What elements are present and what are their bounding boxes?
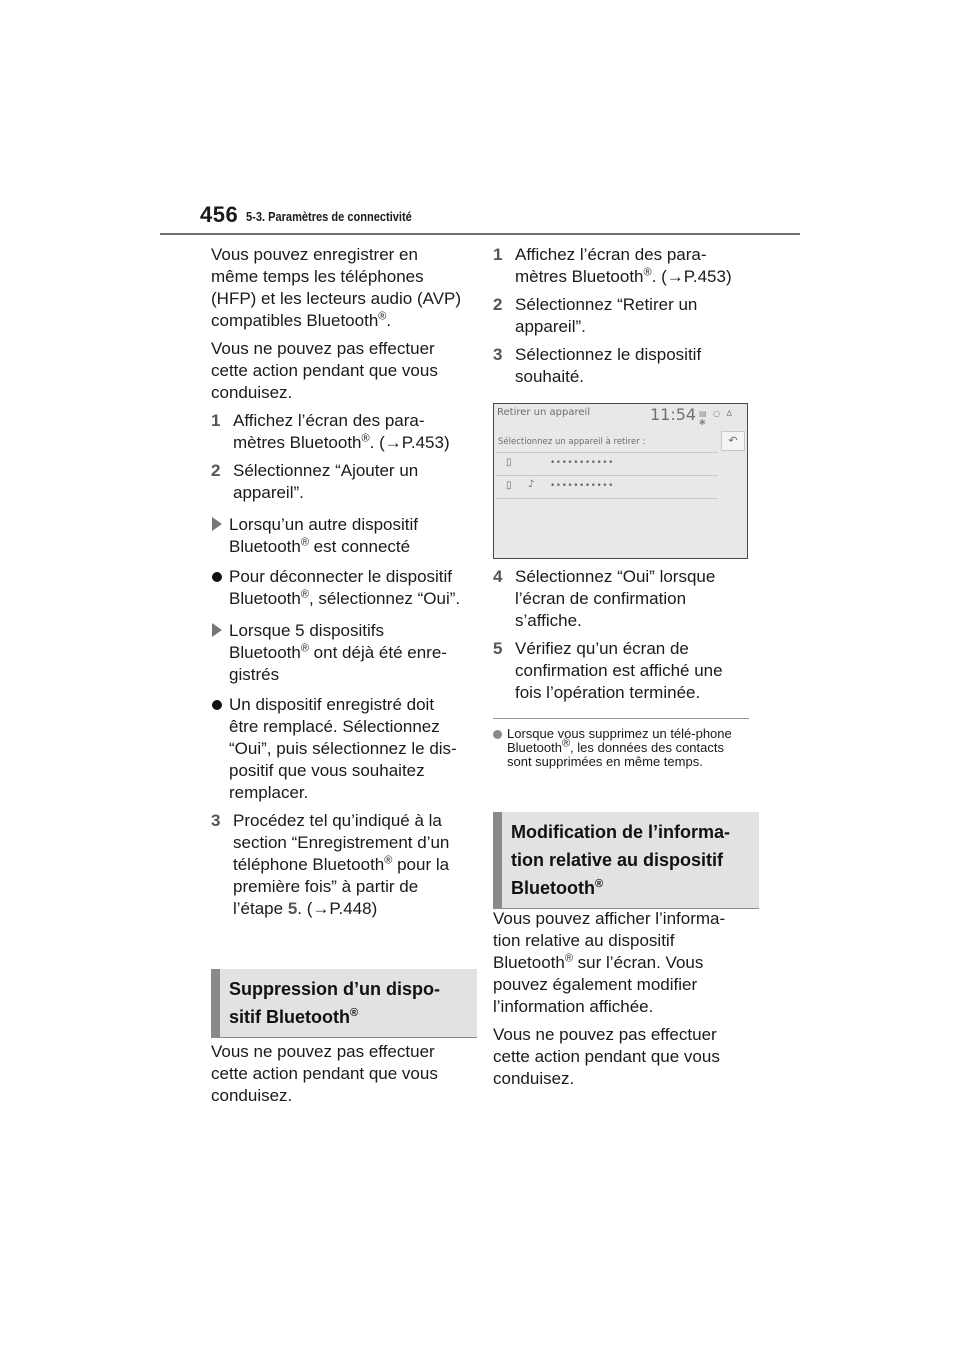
no-drive-note: Vous ne pouvez pas effectuer cette action pendant que vous conduisez. xyxy=(211,339,438,402)
section-title: 5-3. Paramètres de connectivité xyxy=(246,209,412,224)
note-rule xyxy=(493,718,749,719)
heading-delete-device: Suppression d’un dispo-sitif Bluetooth® xyxy=(211,969,477,1038)
music-note-icon: ♪ xyxy=(528,479,535,490)
step-2: 2 Sélectionnez “Retirer un appareil”. xyxy=(493,295,698,336)
note-text: Lorsque vous supprimez un télé-phone Bluetooth®, les données des contacts sont supprimées en même temps. xyxy=(493,727,749,769)
step-5: 5 Vérifiez qu’un écran de confirmation est affiché une fois l’opération terminée. xyxy=(493,639,723,702)
step-1: 1 Affichez l’écran des para-mètres Bluetooth®. (→P.453) xyxy=(211,411,450,452)
device-name: ••••••••••• xyxy=(550,458,614,468)
bullet-replace: Un dispositif enregistré doit être remplacé. Sélectionnez “Oui”, puis sélectionnez le dis-positif que vous souhaitez remplacer. xyxy=(211,694,463,804)
step-4: 4 Sélectionnez “Oui” lorsque l’écran de confirmation s’affiche. xyxy=(493,567,716,630)
delete-note: Vous ne pouvez pas effectuer cette action pendant que vous conduisez. xyxy=(211,1042,438,1105)
header-rule xyxy=(160,233,800,235)
device-row[interactable] xyxy=(496,453,718,475)
bullet-icon xyxy=(212,700,222,710)
step-1: 1 Affichez l’écran des para-mètres Bluetooth®. (→P.453) xyxy=(493,245,732,286)
intro-paragraph: Vous pouvez enregistrer en même temps les téléphones (HFP) et les lecteurs audio (AVP) compatibles Bluetooth®. xyxy=(211,245,462,330)
heading-modify-info: Modification de l’informa-tion relative au dispositif Bluetooth® xyxy=(493,812,759,909)
bullet-disconnect: Pour déconnecter le dispositif Bluetooth®, sélectionnez “Oui”. xyxy=(211,566,463,610)
note-bullet-icon xyxy=(493,730,502,739)
back-icon[interactable]: ↶ xyxy=(721,431,745,451)
left-column xyxy=(211,244,463,926)
right-steps-bottom xyxy=(493,566,753,710)
no-drive-note: Vous ne pouvez pas effectuer cette action pendant que vous conduisez. xyxy=(493,1025,720,1088)
condition-other-device: Lorsqu’un autre dispositif Bluetooth® est connecté xyxy=(211,514,463,558)
page-number: 456 xyxy=(200,202,239,227)
step-2: 2 Sélectionnez “Ajouter un appareil”. xyxy=(211,461,419,502)
clock: 11:54 xyxy=(650,405,697,424)
triangle-icon xyxy=(212,623,222,637)
screen-subtitle: Sélectionnez un appareil à retirer : xyxy=(498,437,646,447)
step-3: 3 Procédez tel qu’indiqué à la section “Enregistrement d’un téléphone Bluetooth® pour la première fois” à partir de l’étape 5. (→P.448) xyxy=(211,811,450,918)
screen-title: Retirer un appareil xyxy=(497,407,591,418)
condition-five-devices: Lorsque 5 dispositifs Bluetooth® ont déjà été enre-gistrés xyxy=(211,620,463,686)
note-box xyxy=(493,718,749,769)
separator xyxy=(496,498,718,499)
phone-icon: ▯ xyxy=(506,457,512,468)
info-paragraphs xyxy=(493,908,749,1096)
device-name: ••••••••••• xyxy=(550,481,614,491)
device-row[interactable] xyxy=(496,476,718,498)
bullet-icon xyxy=(212,572,222,582)
step-3: 3 Sélectionnez le dispositif souhaité. xyxy=(493,345,702,386)
info-paragraph: Vous pouvez afficher l’informa-tion relative au dispositif Bluetooth® sur l’écran. Vous pouvez également modifier l’information affichée. xyxy=(493,909,726,1016)
remove-device-screen xyxy=(493,403,748,559)
triangle-icon xyxy=(212,517,222,531)
right-steps-top xyxy=(493,244,753,394)
phone-icon: ▯ xyxy=(506,480,512,491)
status-icons: ▤ ○ ∆ ✱ xyxy=(699,409,734,427)
